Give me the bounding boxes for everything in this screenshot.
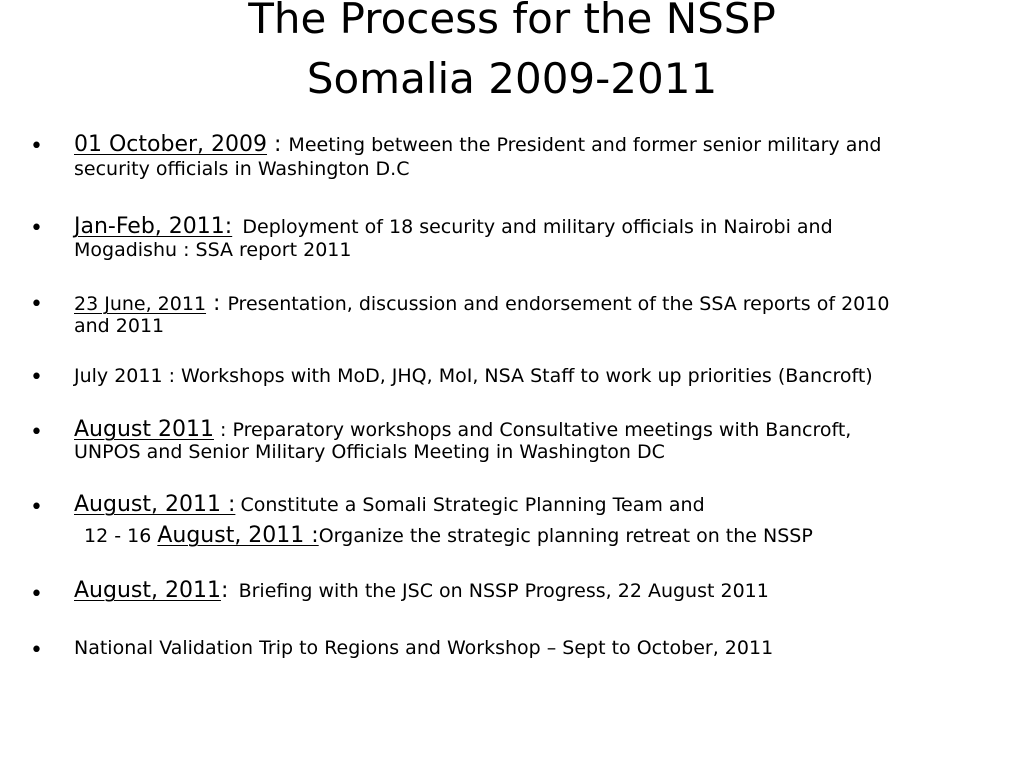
item-separator: : [267, 132, 289, 157]
bullet-icon: • [30, 495, 43, 520]
item-date: August 2011 [74, 417, 214, 442]
item-text: National Validation Trip to Regions and Workshop – Sept to October, 2011 [74, 637, 774, 659]
item-separator: : [213, 419, 233, 441]
item-text-continued: security officials in Washington D.C [74, 158, 410, 180]
slide-title-line1: The Process for the NSSP [248, 0, 776, 43]
item-date: 23 June, 2011 [74, 293, 207, 315]
item-text: Constitute a Somali Strategic Planning Team and [240, 494, 705, 516]
bullet-icon: • [30, 292, 43, 317]
item-text: Deployment of 18 security and military officials in Nairobi and [242, 216, 833, 238]
item-separator: : [206, 291, 228, 316]
item-text: Meeting between the President and former senior military and [288, 134, 882, 156]
item-text: Briefing with the JSC on NSSP Progress, 22 August 2011 [238, 580, 769, 602]
item-text-continued: UNPOS and Senior Military Officials Meeting in Washington DC [74, 441, 665, 463]
item-sub-text: Organize the strategic planning retreat on the NSSP [318, 525, 813, 547]
item-date: August, 2011 : [74, 492, 236, 517]
item-date: 01 October, 2009 [74, 132, 268, 157]
item-text-continued: Mogadishu : SSA report 2011 [74, 239, 352, 261]
bullet-icon: • [30, 134, 43, 159]
item-sub-date: August, 2011 : [157, 523, 319, 548]
item-text: July 2011 : Workshops with MoD, JHQ, MoI, NSA Staff to work up priorities (Bancroft) [74, 365, 873, 387]
bullet-icon: • [30, 420, 43, 445]
item-text: Preparatory workshops and Consultative meetings with Bancroft, [232, 419, 852, 441]
item-date: August, 2011 [74, 578, 221, 603]
bullet-icon: • [30, 638, 43, 663]
slide-title-line2: Somalia 2009-2011 [306, 54, 718, 103]
bullet-icon: • [30, 365, 43, 390]
item-date: Jan-Feb, 2011: [74, 214, 233, 239]
bullet-icon: • [30, 216, 43, 241]
item-sub-prefix: 12 - 16 [84, 525, 158, 547]
item-separator: : [220, 578, 229, 603]
item-text: Presentation, discussion and endorsement of the SSA reports of 2010 [227, 293, 890, 315]
item-text-continued: and 2011 [74, 315, 165, 337]
bullet-icon: • [30, 582, 43, 607]
